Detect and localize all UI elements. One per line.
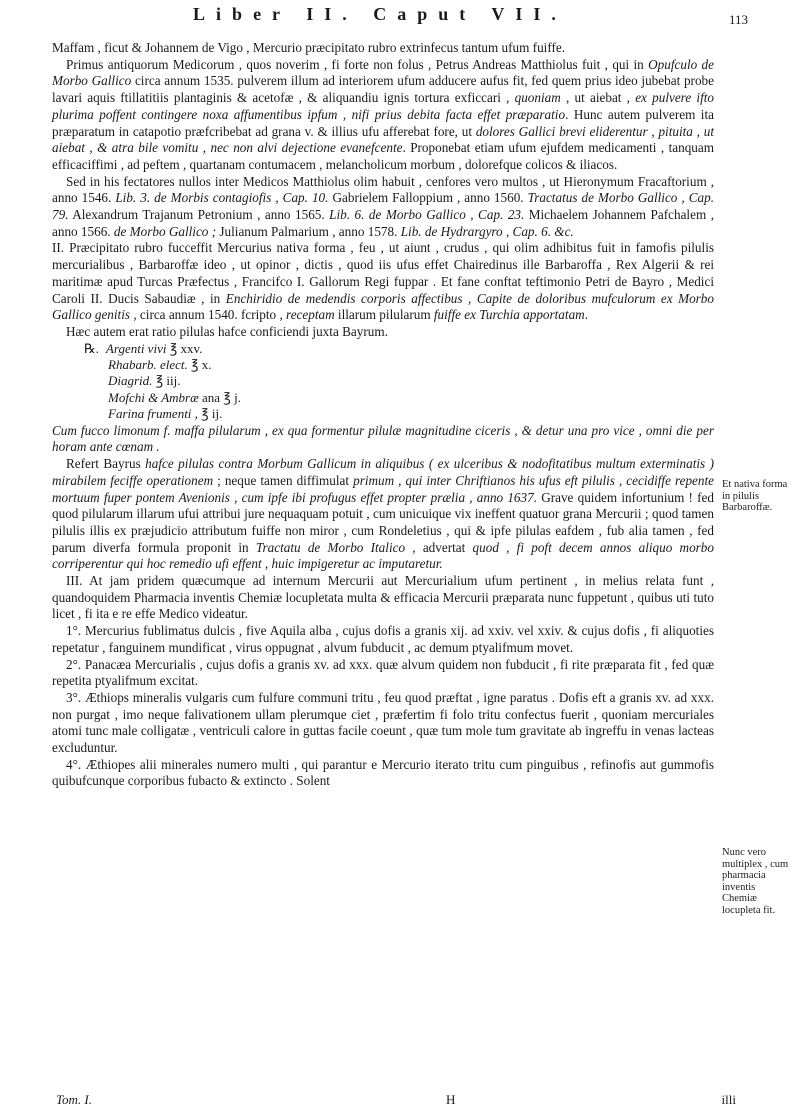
- page-number: 113: [728, 12, 748, 27]
- paragraph: [52, 757, 714, 790]
- running-head: [70, 4, 770, 34]
- recipe-ingredient: Mofchi & Ambræ: [108, 389, 199, 405]
- italic-run: quod , fi poft decem annos aliquo morbo corriperentur qui hoc remedio ufi effent , huic impigeretur ac imputaretur.: [52, 539, 714, 572]
- catchword: illi: [721, 1092, 736, 1107]
- text-run: Primus antiquorum Medicorum , quos noverim , fi forte non folus , Petrus Andreas Matthiolus fuit , qui in: [66, 56, 649, 72]
- recipe-amount: ℥ x.: [191, 357, 212, 373]
- recipe-amount: ℥ iij.: [155, 373, 181, 389]
- text-run: . Hunc autem pulverem ita præparatum in catapotio præfcribebat ad grana v. & illius ufu afferebat fore, ut: [52, 106, 714, 139]
- text-run: Sed in his fectatores nullos inter Medicos Matthiolus olim habuit , cenfores vero multos , ut Hieronymum Fracaftorium , anno 1546.: [52, 173, 714, 206]
- running-title: Liber II. Caput VII.: [193, 4, 567, 24]
- recipe-line: [84, 390, 714, 406]
- text-run: 4°. Æthiopes alii minerales numero multi , qui parantur e Mercurio iterato tritu cum pinguibus , refinofis aut gummofis quibufcunque corporibus fubacto & extincto . Solent: [52, 756, 714, 789]
- italic-run: Lib. de Hydrargyro , Cap. 6. &c.: [400, 223, 574, 239]
- text-run: III. At jam pridem quæcumque ad internum Mercurii aut Mercurialium ufum pertinent , in melius relata funt , quandoquidem Pharmacia inventis Chemiæ locupletata multa & efficacia Mercurii præparata nunc fuppetunt , quibus uti tuto licet , fi ita e re effe Medico videatur.: [52, 573, 714, 622]
- recipe-line: [84, 406, 714, 422]
- paragraph: [52, 40, 714, 57]
- recipe-amount: ℥ ij.: [201, 406, 223, 422]
- text-run: Michaelem Johannem Pafchalem , anno 1566.: [52, 207, 714, 239]
- text-run: Julianum Palmarium , anno 1578.: [216, 223, 401, 239]
- italic-run: hafce pilulas contra Morbum Gallicum in aliquibus ( ex ulceribus & nodofitatibus multum exterminatis ) mirabilem feciffe operationem: [52, 456, 714, 488]
- recipe-amount: ℥ xxv.: [169, 340, 203, 356]
- italic-run: primum , qui inter Chriftianos his ufus eft pilulis , cecidiffe repente mortuum fuper pontem Avenionis , cum ipfe ibi profugus effet propter prælia , anno 1637.: [52, 472, 715, 505]
- text-run: .: [584, 307, 588, 323]
- text-run: Alexandrum Trajanum Petronium , anno 1565.: [68, 207, 330, 223]
- recipe-ingredient: Farina frumenti ,: [108, 406, 198, 422]
- recipe-ingredient: Diagrid.: [108, 373, 153, 389]
- page-footer: [56, 1092, 736, 1108]
- paragraph: [52, 423, 714, 456]
- marginal-note: Nunc vero multiplex , cum pharmacia inventis Chemiæ locupleta fit.: [722, 847, 789, 916]
- paragraph: [52, 573, 714, 623]
- text-run: illarum pilularum: [334, 307, 434, 323]
- text-run: ; neque tamen diffimulat: [213, 472, 354, 488]
- text-run: Hæc autem erat ratio pilulas hafce conficiendi juxta Bayrum.: [66, 323, 388, 339]
- text-run: 1°. Mercurius fublimatus dulcis , five Aquila alba , cujus dofis a granis xij. ad xxiv. vel xxiv. & cujus dofis , fi aliquoties repetatur , fanguinem mundificat , virus oppugnat , alvum fubducit , ac demum ptyalifmum movet.: [52, 623, 714, 655]
- italic-run: quoniam: [514, 90, 561, 106]
- italic-run: de Morbo Gallico ;: [113, 223, 217, 239]
- italic-run: dolores Gallici brevi eliderentur , pituita , ut aiebat , & atra bile vomitu , nec non alvi dejectione evanefcente: [52, 123, 715, 156]
- text-run: 2°. Panacæa Mercurialis , cujus dofis a granis xv. ad xxx. quæ alvum quidem non fubducit , fi rite præparata fit , fed quæ repetita ptyalifmum excitat.: [52, 656, 714, 689]
- text-run: , ut aiebat ,: [560, 90, 636, 106]
- text-run: Maffam , ficut & Johannem de Vigo , Mercurio præcipitato rubro extrinfecus tantum ufum fuiffe.: [52, 40, 566, 55]
- italic-run: Tractatu de Morbo Italico: [255, 539, 406, 555]
- paragraph: [52, 657, 714, 690]
- recipe-ingredient: Argenti vivi: [105, 340, 167, 356]
- italic-run: Enchiridio de medendis corporis affectibus , Capite de doloribus mufculorum ex Morbo Gallico genitis: [52, 290, 714, 323]
- signature-mark: H: [446, 1092, 456, 1107]
- text-run: Gabrielem Falloppium , anno 1560.: [328, 190, 528, 206]
- text-run: Refert Bayrus: [66, 456, 146, 472]
- paragraph: [52, 456, 714, 573]
- text-run: Grave quidem infortunium ! fed quod pilularum illarum ufui attribui jure nequaquam potuit , cum unicuique vix ineffent quatuor grana Mercurii ; quod tamen pilulis illis ex præjudicio attributum fuiffe non miror , cum Rondeletius , qui & ipfe pilulas eafdem , fub alia tamen , fed parum diverfa formula proponit in: [52, 489, 714, 555]
- italic-run: Tractatus de Morbo Gallico , Cap. 79.: [52, 190, 715, 223]
- paragraph: [52, 240, 714, 324]
- text-run: circa annum 1535. pulverem illum ad interiorem ufum adducere aufus fit, fed quem prius ideo jubebat probe lavari aquis ftillatitiis plantaginis & acetofæ , & aliquandiu ignis tortura exficcari ,: [52, 73, 714, 106]
- recipe-symbol: ℞.: [84, 340, 99, 356]
- body-text: [52, 40, 714, 790]
- italic-run: ex pulvere ifto plurima poffent contingere noxa affumentibus ipfum , nifi prius debita facta effet præparatio: [52, 90, 714, 122]
- recipe-line: [84, 341, 714, 357]
- text-run: II. Præcipitato rubro fucceffit Mercurius nativa forma , feu , ut aiunt , crudus , qui olim adhibitus fuit in famofis pilulis mercurialibus , Barbaroffæ ideo , ut opinor , dictis , quod iis ufus effet Chairedinus ille Barbaroffa , Rex Algerii & rei maritimæ apud Turcas Præfectus , Francifco I. Gallorum Regi fuppar . Et fane conftat teftimonio Petri de Bayro , Medici Caroli II. Ducis Sabaudiæ , in: [52, 240, 714, 306]
- recipe-amount: ana ℥ j.: [202, 389, 241, 405]
- italic-run: Cum fucco limonum f. maffa pilularum , ex qua formentur pilulæ magnitudine ciceris , & detur una pro vice , omni die per horam ante cœnam .: [52, 422, 714, 455]
- recipe-line: [84, 357, 714, 373]
- text-run: , advertat: [405, 539, 473, 555]
- italic-run: receptam: [286, 307, 335, 323]
- recipe-line: [84, 373, 714, 389]
- italic-run: Lib. 3. de Morbis contagiofis , Cap. 10.: [115, 190, 329, 206]
- volume-label: Tom. I.: [56, 1092, 93, 1107]
- italic-run: fuiffe ex Turchia apportatam: [433, 307, 585, 323]
- paragraph: [52, 623, 714, 656]
- text-run: . Proponebat etiam ufum ejufdem medicamenti , tanquam efficaciffimi , ad peftem , quartanam contumacem , melancholicum morbum , dolorefque colicos & iliacos.: [52, 140, 714, 172]
- text-run: , circa annum 1540. fcripto ,: [130, 307, 287, 323]
- marginal-note: Et nativa forma in pilulis Barbaroffæ.: [722, 479, 788, 513]
- paragraph: [52, 57, 714, 174]
- italic-run: Lib. 6. de Morbo Gallico , Cap. 23.: [329, 207, 525, 223]
- paragraph: [52, 690, 714, 757]
- recipe: [84, 341, 714, 423]
- text-run: 3°. Æthiops mineralis vulgaris cum fulfure communi tritu , feu quod præftat , igne paratus . Dofis eft a granis xv. ad xxx. non purgat , imo neque falivationem ullam plerumque ciet , præfertim fi folo tritu confectus fuerit , quoniam mercuriales atomi tunc male colligatæ , ventriculi calore in guttas facile coeunt , quæ tum mole tum gravitate ab ingreffu in venas lacteas excluduntur.: [52, 689, 714, 756]
- italic-run: Opufculo de Morbo Gallico: [52, 56, 714, 89]
- paragraph: [52, 324, 714, 341]
- paragraph: [52, 174, 714, 241]
- recipe-ingredient: Rhabarb. elect.: [108, 357, 188, 373]
